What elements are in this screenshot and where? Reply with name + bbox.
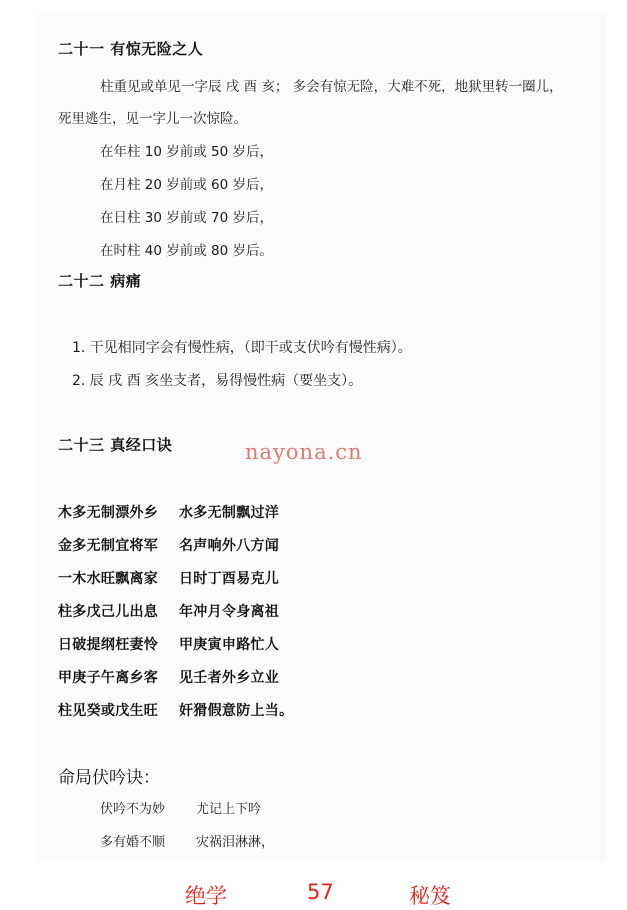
section-23-heading: 二十三 真经口诀: [58, 436, 173, 454]
page-number: 57: [307, 880, 334, 904]
footer-right-text: 秘笈: [409, 884, 451, 908]
verse-left: 金多无制宜将军: [58, 538, 159, 554]
section-21-paragraph-line-1: 柱重见或单见一字辰 戌 酉 亥； 多会有惊无险，大难不死，地狱里转一圈儿，: [100, 79, 563, 95]
footer-left-text: 绝学: [185, 884, 227, 908]
verse-right: 水多无制飘过洋: [179, 505, 280, 521]
fuyin-verse-left: 伏吟不为妙: [100, 802, 166, 817]
verse-left: 甲庚子午离乡客: [58, 670, 159, 686]
fuyin-verse-left: 多有婚不顺: [100, 835, 166, 850]
verse-left: 柱见癸或戊生旺: [58, 703, 159, 719]
section-21-line: 在月柱 20 岁前或 60 岁后，: [100, 177, 274, 193]
section-21-paragraph-line-2: 死里逃生，见一字儿一次惊险。: [58, 111, 247, 127]
section-21-line: 在年柱 10 岁前或 50 岁后，: [100, 144, 274, 160]
verse-right: 名声响外八方闻: [179, 538, 280, 554]
verse-left: 一木水旺飘离家: [58, 571, 159, 587]
section-21-heading: 二十一 有惊无险之人: [58, 40, 204, 58]
verse-right: 年冲月令身离祖: [179, 604, 280, 620]
section-22-heading: 二十二 病痛: [58, 272, 142, 290]
fuyin-verse-right: 灾祸泪淋淋，: [196, 835, 275, 850]
verse-left: 木多无制漂外乡: [58, 505, 159, 521]
verse-right: 奸猾假意防上当。: [179, 703, 294, 719]
section-22-item: 2. 辰 戌 酉 亥坐支者，易得慢性病（要坐支）。: [72, 373, 363, 389]
verse-right: 日时丁酉易克儿: [179, 571, 280, 587]
verse-left: 柱多戊己儿出息: [58, 604, 159, 620]
watermark-text: nayona.cn: [245, 440, 363, 464]
section-21-line: 在日柱 30 岁前或 70 岁后，: [100, 210, 274, 226]
verse-left: 日破提纲枉妻怜: [58, 637, 159, 653]
section-21-line: 在时柱 40 岁前或 80 岁后。: [100, 243, 274, 259]
verse-right: 见壬者外乡立业: [179, 670, 280, 686]
verse-right: 甲庚寅申路忙人: [179, 637, 280, 653]
section-22-item: 1. 干见相同字会有慢性病，（即干或支伏吟有慢性病）。: [72, 340, 412, 356]
fuyin-verse-right: 尤记上下吟: [196, 802, 262, 817]
fuyin-heading: 命局伏吟诀：: [58, 768, 160, 788]
